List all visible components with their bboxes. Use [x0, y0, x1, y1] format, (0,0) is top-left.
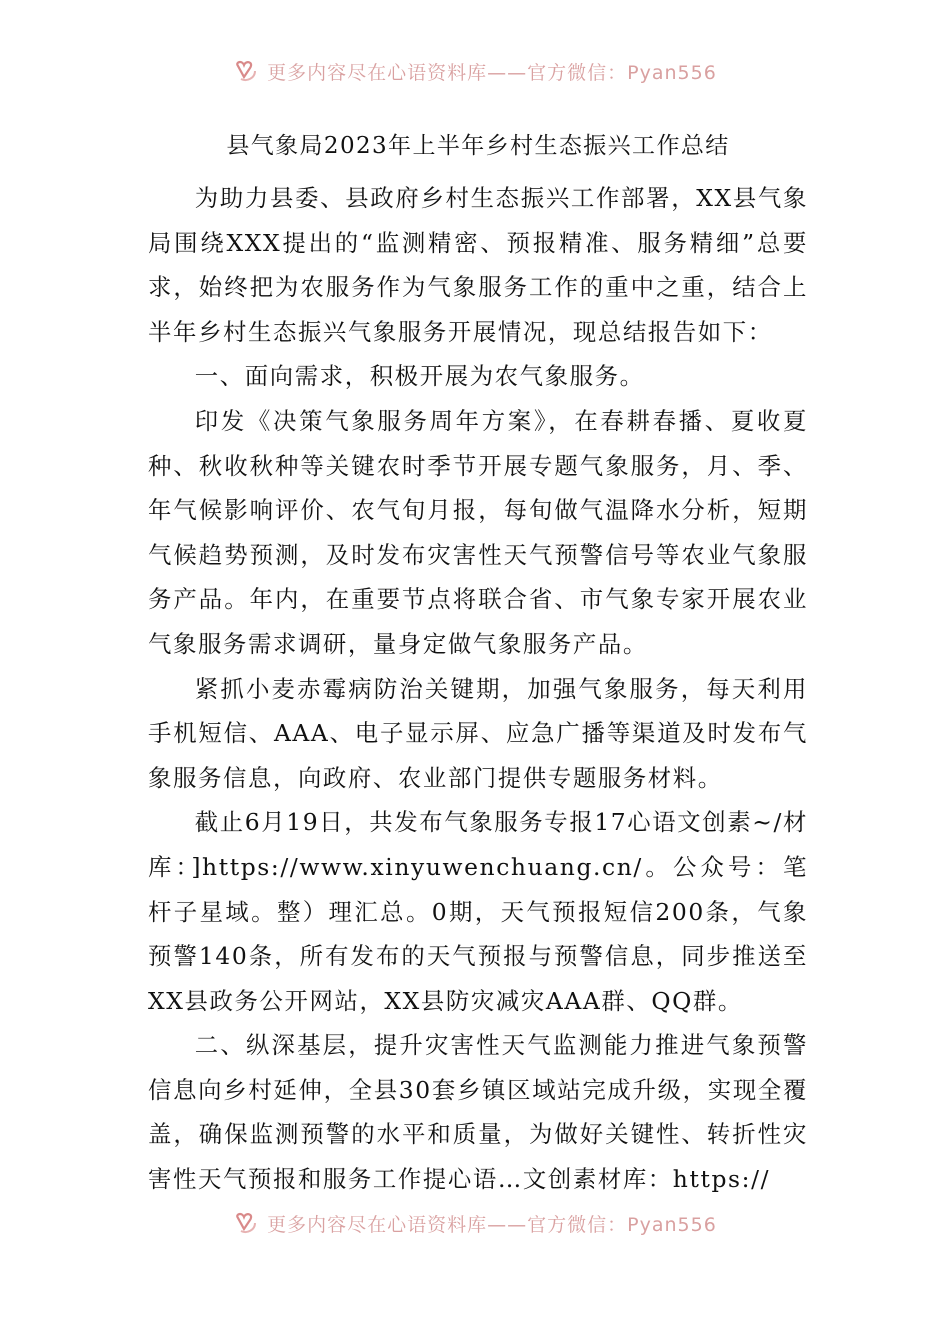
- heart-swirl-logo-icon: [233, 58, 259, 84]
- watermark-text: 更多内容尽在心语资料库——官方微信：Pyan556: [267, 1213, 717, 1236]
- paragraph-statistics: 截止6月19日，共发布气象服务专报17心语文创素~/材库：]https://www.xinyuwenchuang.cn/。公众号：笔杆子星域。整）理汇总。0期，天气预报短信200条，气象预警140条，所有发布的天气预报与预警信息，同步推送至XX县政务公开网站，XX县防灾减灾AAA群、QQ群。: [148, 808, 808, 1015]
- paragraph-wheat-disease: 紧抓小麦赤霉病防治关键期，加强气象服务，每天利用手机短信、AAA、电子显示屏、应急广播等渠道及时发布气象服务信息，向政府、农业部门提供专题服务材料。: [148, 674, 808, 792]
- document-body: [148, 124, 808, 1202]
- paragraph-intro: 为助力县委、县政府乡村生态振兴工作部署，XX县气象局围绕XXX提出的“监测精密、预报精准、服务精细”总要求，始终把为农服务作为气象服务工作的重中之重，结合上半年乡村生态振兴气象服务开展情况，现总结报告如下：: [148, 184, 808, 346]
- watermark-text: 更多内容尽在心语资料库——官方微信：Pyan556: [267, 61, 717, 84]
- watermark-header: [0, 56, 950, 86]
- paragraph-decision-service: 印发《决策气象服务周年方案》，在春耕春播、夏收夏种、秋收秋种等关键农时季节开展专题气象服务，月、季、年气候影响评价、农气旬月报，每旬做气温降水分析，短期气候趋势预测，及时发布灾害性天气预警信号等农业气象服务产品。年内，在重要节点将联合省、市气象专家开展农业气象服务需求调研，量身定做气象服务产品。: [148, 406, 808, 658]
- section-heading-1: 一、面向需求，积极开展为农气象服务。: [194, 362, 645, 391]
- heart-swirl-logo-icon: [233, 1210, 259, 1236]
- watermark-footer: [0, 1208, 950, 1238]
- section-heading-2-paragraph: 二、纵深基层，提升灾害性天气监测能力推进气象预警信息向乡村延伸，全县30套乡镇区域站完成升级，实现全覆盖，确保监测预警的水平和质量，为做好关键性、转折性灾害性天气预报和服务工作提心语…文创素材库：https://: [148, 1031, 808, 1194]
- document-title: 县气象局2023年上半年乡村生态振兴工作总结: [226, 133, 730, 159]
